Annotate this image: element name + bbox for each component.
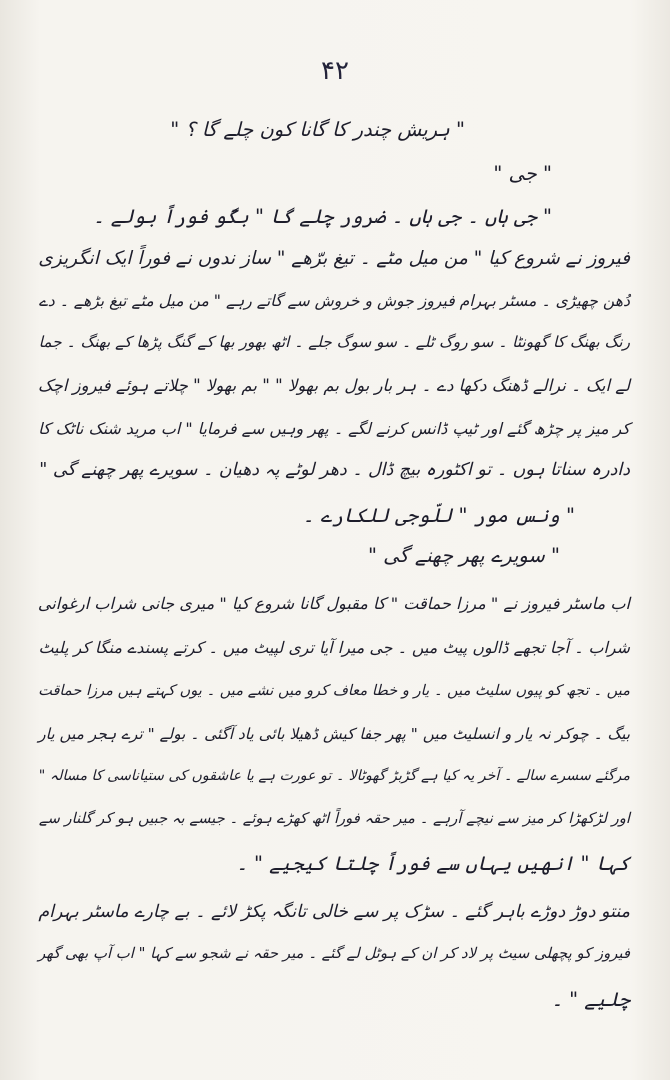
text-line-21: چلیے " ۔ <box>551 988 630 1011</box>
text-line-9: دادرہ سناتا ہوں ۔ تو اکٹورہ بیچ ڈال ۔ دھر لوٹے پہ دھیان ۔ سویرے پھر چھنے گی " <box>39 460 630 480</box>
text-line-20: فیروز کو پچھلی سیٹ پر لاد کر ان کے ہوٹل لے گئے ۔ میر حقہ نے شجو سے کہا " اب آپ بھی گھر <box>38 945 630 962</box>
text-line-13: شراب ۔ آجا تجھے ڈالوں پیٹ میں ۔ جی میرا آیا تری لپیٹ میں ۔ کرتے پسندے منگا کر پلیٹ <box>38 638 630 657</box>
text-line-8: کر میز پر چڑھ گئے اور ٹیپ ڈانس کرنے لگے ۔ پھر وہیں سے فرمایا " اب مرید شنک ناٹک کا <box>38 419 630 438</box>
page-number: ۴۲ <box>321 56 349 86</box>
text-line-3: " جی ہاں ۔ جی ہاں ۔ ضرور چلے گا " بگّو فوراً بولے ۔ <box>93 205 552 228</box>
text-line-16: مرگئے سسرے سالے ۔ آخر یہ کیا ہے گڑبڑ گھوٹالا ۔ تو عورت ہے یا عاشقوں کی ستیاناسی کا مسالہ " <box>38 768 630 784</box>
text-line-10: " ونس مور " للّوجی للکارے ۔ <box>302 504 575 527</box>
text-line-14: میں ۔ تجھ کو پیوں سلیٹ میں ۔ یار و خطا معاف کرو میں نشے میں ۔ یوں کہتے ہیں مرزا حماقت <box>38 682 630 699</box>
text-line-12: اب ماسٹر فیروز نے " مرزا حماقت " کا مقبول گانا شروع کیا " میری جانی شراب ارغوانی <box>37 594 630 613</box>
text-line-7: لے ایک ۔ نرالے ڈھنگ دکھا دے ۔ ہر بار بول بم بھولا " " بم بھولا " چلاتے ہوئے فیروز اچک <box>37 376 630 395</box>
text-line-17: اور لڑکھڑا کر میز سے نیچے آرہے ۔ میر حقہ فوراً اٹھ کھڑے ہوئے ۔ جیسے بہ جبیں ہو کر گلنار سے <box>38 810 630 827</box>
text-line-11: " سویرے پھر چھنے گی " <box>367 544 560 567</box>
text-line-4: فیروز نے شروع کیا " من میل مٹے ۔ تیغ برّھے " ساز ندوں نے فوراً ایک انگریزی <box>38 248 630 269</box>
text-line-19: منتو دوڑ دوڑے باہر گئے ۔ سڑک پر سے خالی تانگہ پکڑ لائے ۔ بے چارے ماسٹر بہرام <box>38 902 630 922</box>
text-line-2: " جی " <box>493 162 552 185</box>
text-line-15: بیگ ۔ چوکر نہ یار و انسلیٹ میں " پھر جفا کیش ڈھیلا بائی یاد آگئی ۔ بولے " ترے ہجر میں یار <box>38 725 630 743</box>
text-line-5: دُھن چھیڑی ۔ مسٹر بہرام فیروز جوش و خروش سے گاتے رہے " من میل مٹے تیغ بڑھے ۔ دے <box>38 291 630 310</box>
text-line-1: " ہریش چندر کا گانا کون چلے گا ؟ " <box>170 118 465 141</box>
text-line-18: کہا " انھیں یہاں سے فوراً چلتا کیجیے " ۔ <box>236 852 630 875</box>
text-line-6: رنگ بھنگ کا گھونٹا ۔ سو روگ ٹلے ۔ سو سوگ جلے ۔ اٹھ بھور بھا کے گنگ پڑھا کے بھنگ ۔ جما <box>38 333 630 351</box>
